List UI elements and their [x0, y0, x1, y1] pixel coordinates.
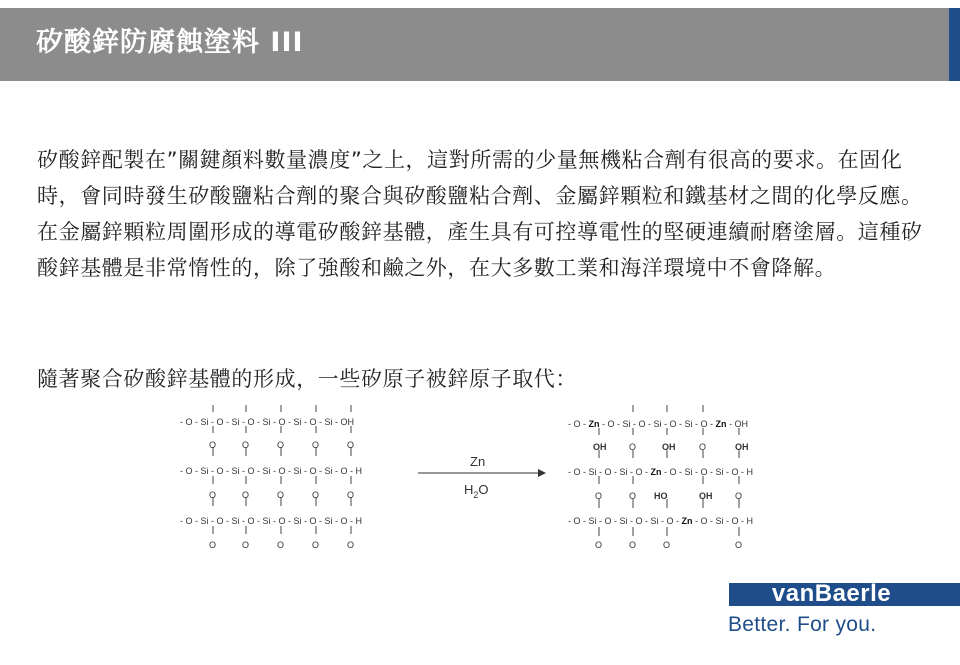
svg-text:HO: HO: [654, 491, 668, 501]
svg-text:O: O: [699, 442, 707, 452]
right-hydroxyl-row-2: [595, 491, 742, 501]
svg-text:O: O: [209, 490, 217, 500]
left-silicate-structure: [180, 405, 362, 550]
svg-text:O: O: [735, 491, 743, 501]
left-row-2: - O - Si - O - Si - O - Si - O - Si - O - Si - O - H: [180, 466, 362, 476]
svg-text:O: O: [242, 440, 250, 450]
svg-text:O: O: [312, 440, 320, 450]
svg-text:O: O: [629, 540, 637, 550]
logo-slogan: Better. For you.: [728, 613, 877, 636]
svg-text:O: O: [347, 490, 355, 500]
svg-text:OH: OH: [593, 442, 607, 452]
paragraph-substitution: 隨著聚合矽酸鋅基體的形成，一些矽原子被鋅原子取代：: [37, 367, 577, 391]
svg-text:O: O: [347, 440, 355, 450]
svg-text:O: O: [595, 540, 603, 550]
svg-text:O: O: [209, 540, 217, 550]
arrow-label-zn: Zn: [470, 454, 486, 469]
slide-title: 矽酸鋅防腐蝕塗料 III: [36, 27, 304, 58]
right-zinc-silicate-structure: [568, 405, 753, 550]
zinc-silicate-reaction-diagram: [170, 400, 790, 555]
svg-text:O: O: [735, 540, 743, 550]
svg-text:O: O: [242, 490, 250, 500]
svg-text:O: O: [629, 442, 637, 452]
svg-text:O: O: [277, 540, 285, 550]
left-row-1: - O - Si - O - Si - O - Si - O - Si - O - Si - OH: [180, 417, 354, 427]
reaction-arrow: [418, 454, 546, 500]
right-oxygen-row-3: [595, 540, 742, 550]
right-hydroxyl-row-1: [593, 442, 749, 452]
right-row-1: - O - Zn - O - Si - O - Si - O - Si - O - Zn - OH: [568, 419, 749, 429]
svg-text:O: O: [277, 490, 285, 500]
svg-text:O: O: [277, 440, 285, 450]
svg-text:O: O: [242, 540, 250, 550]
vanbaerle-logo: [729, 580, 960, 607]
svg-text:OH: OH: [699, 491, 713, 501]
left-oxygen-row-1: [209, 440, 354, 450]
svg-text:O: O: [347, 540, 355, 550]
logo-brand-text: vanBaerle: [771, 580, 892, 607]
left-row-3: - O - Si - O - Si - O - Si - O - Si - O - Si - O - H: [180, 516, 362, 526]
paragraph-main: 矽酸鋅配製在”關鍵顏料數量濃度”之上，這對所需的少量無機粘合劑有很高的要求。在固化時，會同時發生矽酸鹽粘合劑的聚合與矽酸鹽粘合劑、金屬鋅顆粒和鐵基材之間的化學反應。在金屬鋅顆粒周圍形成的導電矽酸鋅基體，產生具有可控導電性的堅硬連續耐磨塗層。這種矽酸鋅基體是非常惰性的，除了強酸和鹼之外，在大多數工業和海洋環境中不會降解。: [37, 148, 923, 280]
right-row-2: - O - Si - O - Si - O - Zn - O - Si - O - Si - O - H: [568, 467, 754, 477]
svg-text:O: O: [312, 490, 320, 500]
left-oxygen-row-2: [209, 490, 354, 500]
svg-text:O: O: [663, 540, 671, 550]
svg-text:O: O: [312, 540, 320, 550]
svg-text:O: O: [209, 440, 217, 450]
svg-text:OH: OH: [662, 442, 676, 452]
svg-text:OH: OH: [735, 442, 749, 452]
svg-text:O: O: [595, 491, 603, 501]
arrow-label-water: $H_2O$: [464, 482, 489, 500]
title-accent-bar: [949, 8, 960, 81]
left-oxygen-row-3: [209, 540, 354, 550]
svg-text:O: O: [629, 491, 637, 501]
right-row-3: - O - Si - O - Si - O - Si - O - Zn - O - Si - O - H: [568, 516, 754, 526]
